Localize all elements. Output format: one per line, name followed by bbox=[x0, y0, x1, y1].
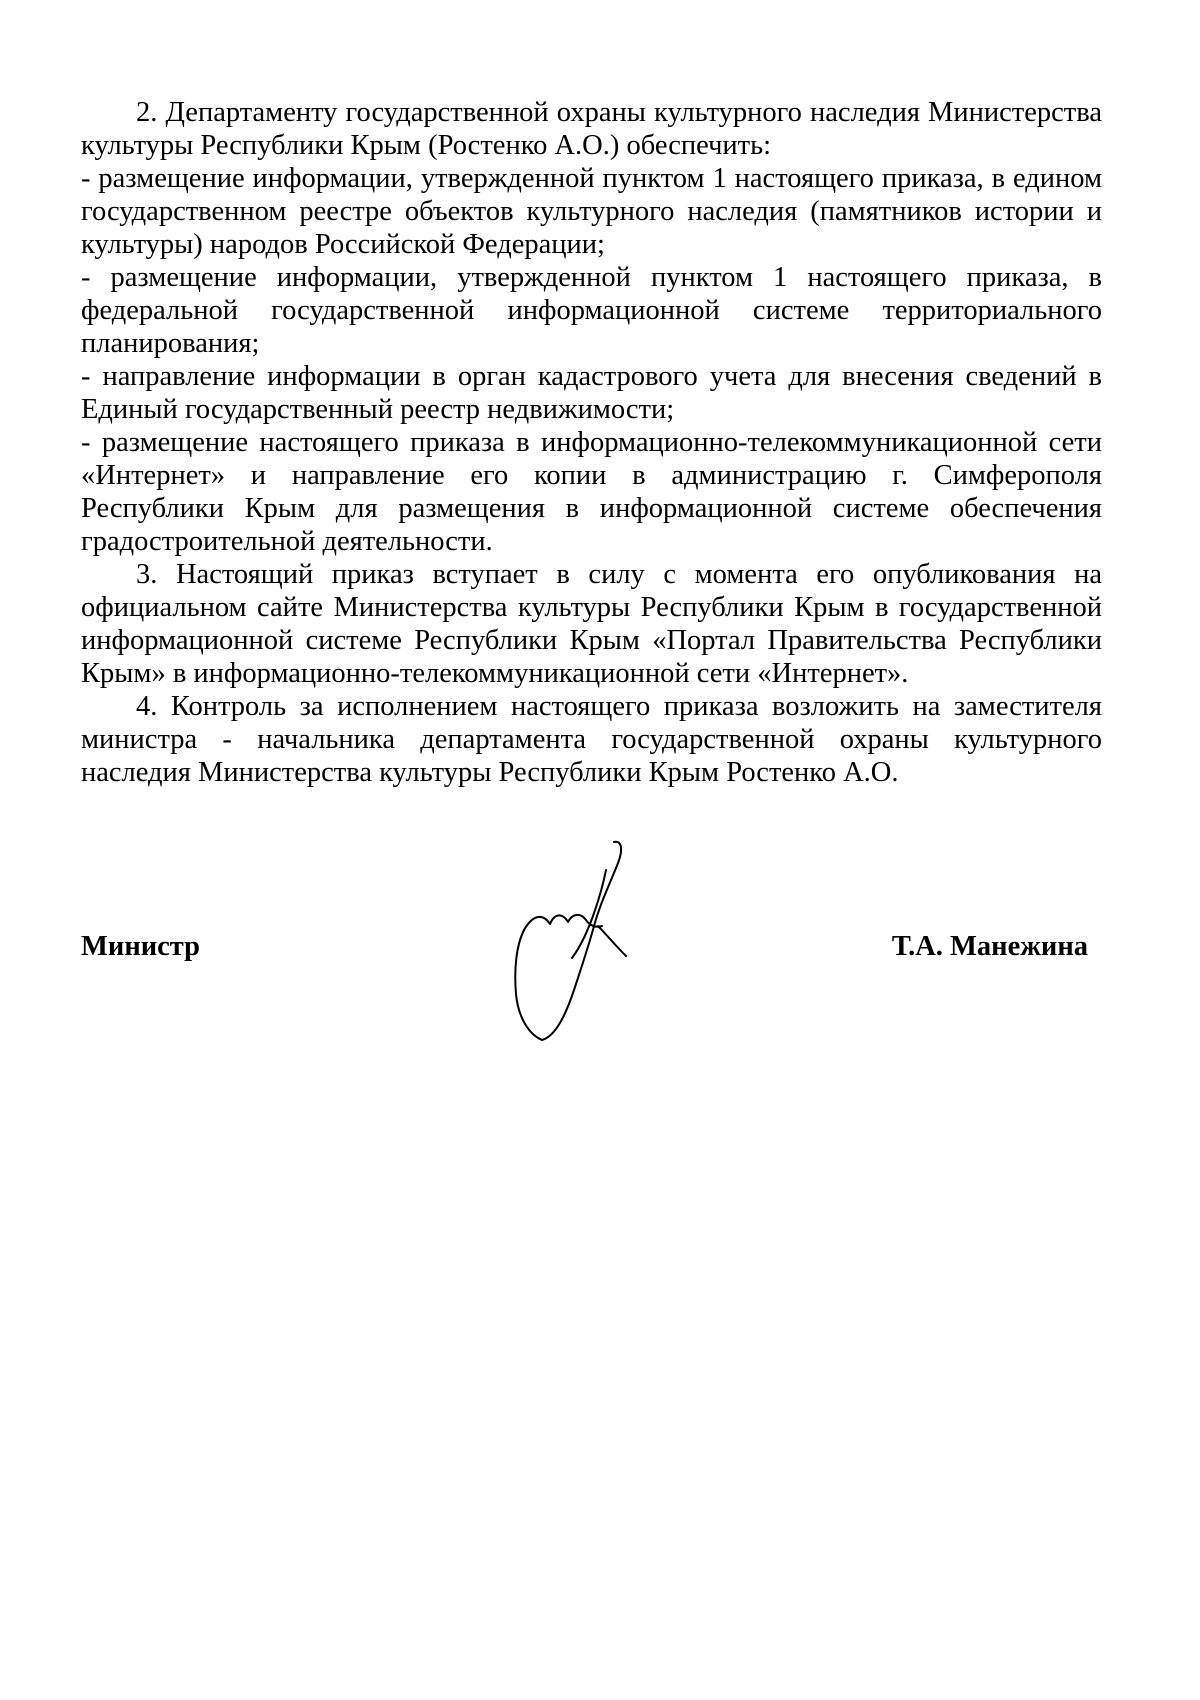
handwritten-signature bbox=[510, 830, 690, 1060]
document-body bbox=[81, 96, 1102, 789]
signature-stroke-underloop bbox=[515, 930, 542, 1040]
paragraph-item-2: 2. Департаменту государственной охраны культурного наследия Министерства культуры Республики Крым (Ростенко А.О.) обеспечить: bbox=[81, 97, 1102, 161]
signature-stroke-tail bbox=[598, 926, 626, 956]
paragraph-item-4: 4. Контроль за исполнением настоящего приказа возложить на заместителя министра - начальника департамента государственной охраны культурного наследия Министерства культуры Республики Крым Ростенко А.О. bbox=[81, 691, 1102, 788]
paragraph-bullet-registry: - размещение информации, утвержденной пунктом 1 настоящего приказа, в едином государственном реестре объектов культурного наследия (памятников истории и культуры) народов Российской Федерации; bbox=[81, 163, 1102, 260]
signatory-name: Т.А. Манежина bbox=[891, 931, 1088, 962]
paragraph-bullet-planning-system: - размещение информации, утвержденной пунктом 1 настоящего приказа, в федеральной государственной информационной системе территориального планирования; bbox=[81, 262, 1102, 359]
paragraph-bullet-internet: - размещение настоящего приказа в информационно-телекоммуникационной сети «Интернет» и направление его копии в администрацию г. Симферополя Республики Крым для размещения в информационной системе обеспечения градостроительной деятельности. bbox=[81, 427, 1102, 557]
signatory-title: Министр bbox=[81, 931, 201, 962]
paragraph-bullet-cadastral: - направление информации в орган кадастрового учета для внесения сведений в Единый государственный реестр недвижимости; bbox=[81, 361, 1102, 425]
paragraph-item-3: 3. Настоящий приказ вступает в силу с момента его опубликования на официальном сайте Министерства культуры Республики Крым в государственной информационной системе Республики Крым «Портал Правительства Республики Крым» в информационно-телекоммуникационной сети «Интернет». bbox=[81, 559, 1102, 689]
